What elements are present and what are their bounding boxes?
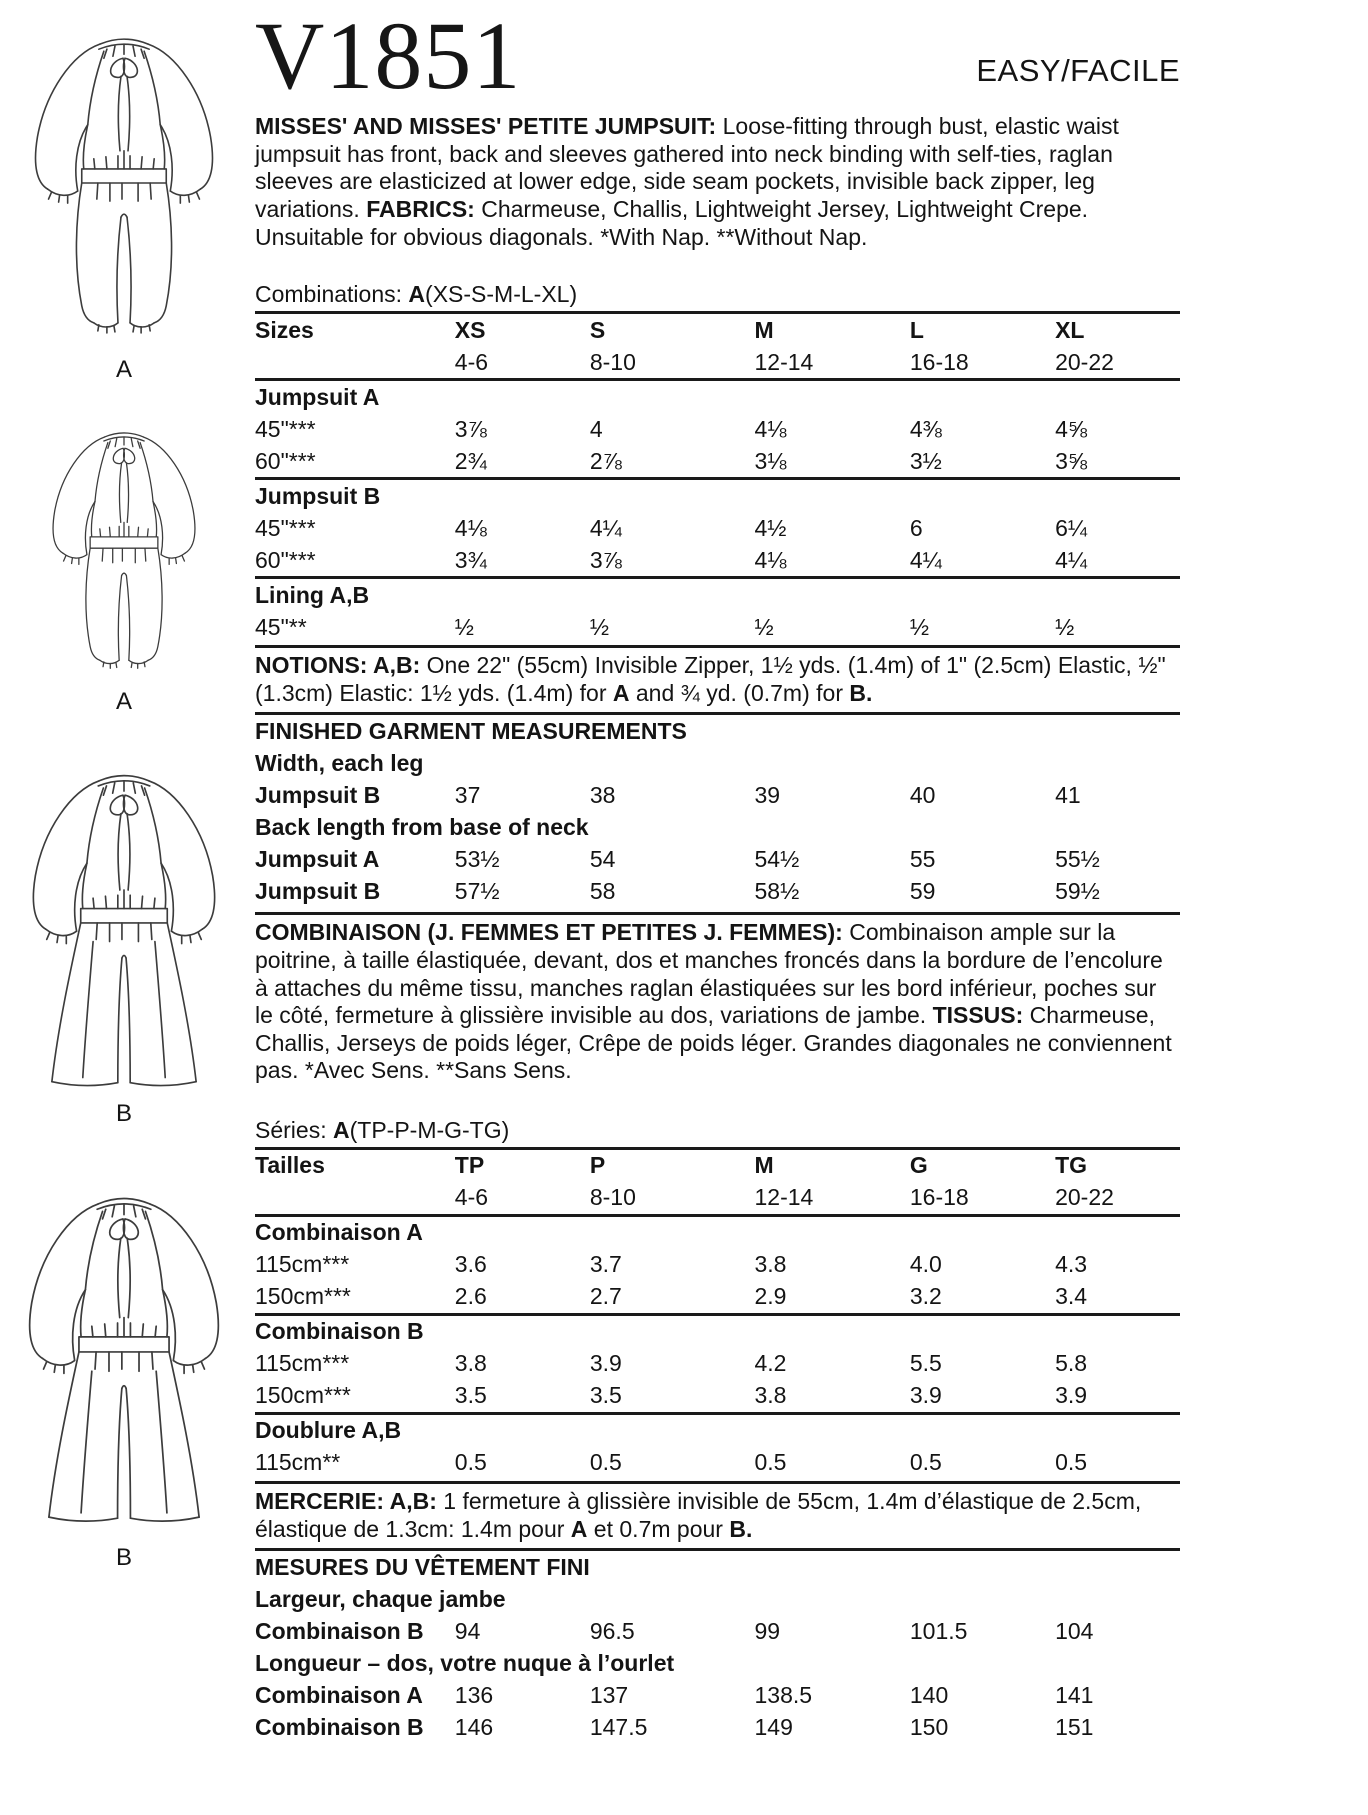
value-cell: 6¼	[1055, 514, 1088, 541]
fabrics-label: FABRICS:	[366, 195, 475, 222]
value-cell: ½	[754, 613, 774, 640]
value-cell: 136	[454, 1681, 494, 1708]
table-row	[255, 875, 1180, 907]
value-cell: 3.8	[754, 1251, 787, 1278]
group-label: Width, each leg	[255, 749, 424, 776]
title-row	[255, 2, 1180, 109]
row-label: 45"**	[255, 613, 307, 640]
pattern-number: V1851	[255, 2, 522, 109]
size-range: 8-10	[589, 1184, 636, 1211]
finished-measurements-table	[255, 712, 1180, 907]
value-cell: 146	[454, 1713, 494, 1740]
section-title: Combinaison A	[255, 1215, 1180, 1249]
value-cell: 3.5	[454, 1382, 487, 1409]
column-header: TG	[1055, 1152, 1088, 1179]
value-cell: 6	[909, 514, 923, 541]
section-title-row	[255, 1314, 1180, 1348]
size-range: 20-22	[1055, 348, 1114, 375]
value-cell: 0.5	[1055, 1449, 1088, 1476]
value-cell: 38	[589, 781, 616, 808]
row-label: 45"***	[255, 514, 316, 541]
value-cell: 2.9	[754, 1283, 787, 1310]
figure-column	[0, 0, 252, 1815]
value-cell: 104	[1055, 1617, 1094, 1644]
value-cell: 3.7	[589, 1251, 622, 1278]
table-header-row	[255, 1148, 1180, 1182]
table-row	[255, 779, 1180, 811]
figure-jumpsuit-b-2	[4, 1168, 244, 1572]
column-header: P	[589, 1152, 606, 1179]
table-row	[255, 1447, 1180, 1479]
value-cell: 4¼	[1055, 546, 1088, 573]
value-cell: 140	[909, 1681, 949, 1708]
row-label: 115cm***	[255, 1350, 350, 1377]
row-label: Combinaison A	[255, 1681, 423, 1708]
table-row	[255, 1380, 1180, 1414]
section-title-row	[255, 380, 1180, 414]
section-title: Doublure A,B	[255, 1413, 1180, 1447]
value-cell: 4⅛	[454, 514, 487, 541]
row-label: Jumpsuit B	[255, 781, 381, 808]
figure-label: A	[115, 688, 132, 715]
value-cell: 3.9	[589, 1350, 622, 1377]
row-label: 60"***	[255, 546, 316, 573]
value-cell: 58	[589, 877, 616, 904]
size-range: 12-14	[754, 1184, 814, 1211]
jumpsuit-b-line-drawing	[6, 754, 242, 1094]
value-cell: 53½	[454, 845, 500, 872]
size-range: 16-18	[909, 348, 969, 375]
figure-jumpsuit-a-2	[4, 416, 244, 716]
difficulty-label: EASY/FACILE	[976, 53, 1180, 89]
table-row	[255, 611, 1180, 643]
value-cell: 4.0	[909, 1251, 942, 1278]
value-cell: 3½	[909, 447, 942, 474]
value-cell: 59	[909, 877, 936, 904]
figure-label: B	[115, 1100, 132, 1127]
value-cell: 41	[1055, 781, 1081, 808]
value-cell: 4⅛	[754, 546, 787, 573]
value-cell: 150	[909, 1713, 949, 1740]
value-cell: 101.5	[909, 1617, 968, 1644]
section-heading: FINISHED GARMENT MEASUREMENTS	[255, 717, 687, 744]
column-header: Tailles	[255, 1152, 325, 1179]
group-label: Back length from base of neck	[255, 813, 589, 840]
column-header: L	[909, 316, 924, 343]
value-cell: 4.3	[1055, 1251, 1088, 1278]
french-description: COMBINAISON (J. FEMMES ET PETITES J. FEMMES): Combinaison ample sur la poitrine, à taille élastiquée, devant, dos et manches froncés dans la bordure de l’encolure à attaches du même tissu, manches raglan élastiquées sur les bord inférieur, poches sur le côté, fermeture à glissière invisible au dos, variations de jambe. TISSUS: Charmeuse, Challis, Jerseys de poids léger, Crêpe de poids léger. Grandes diagonales ne conviennent pas. *Avec Sens. **Sans Sens.	[255, 912, 1180, 1085]
value-cell: 58½	[754, 877, 800, 904]
value-cell: 147.5	[589, 1713, 648, 1740]
value-cell: 4¼	[589, 514, 622, 541]
figure-label: B	[115, 1544, 132, 1571]
value-cell: 96.5	[589, 1617, 635, 1644]
value-cell: 3.9	[1055, 1382, 1088, 1409]
value-cell: 3.9	[909, 1382, 942, 1409]
value-cell: 3.8	[754, 1382, 787, 1409]
group-label: Largeur, chaque jambe	[255, 1585, 506, 1612]
value-cell: 4½	[754, 514, 787, 541]
value-cell: 5.8	[1055, 1350, 1088, 1377]
table-row	[255, 1615, 1180, 1647]
table-row	[255, 1249, 1180, 1281]
section-title-row	[255, 1413, 1180, 1447]
value-cell: 3⅝	[1055, 447, 1088, 474]
table-row	[255, 1348, 1180, 1380]
value-cell: 54½	[754, 845, 800, 872]
value-cell: 37	[454, 781, 481, 808]
yardage-table-english	[255, 311, 1180, 643]
value-cell: 99	[754, 1617, 781, 1644]
combinations-line: Combinations: A(XS-S-M-L-XL)	[255, 281, 578, 308]
value-cell: 4⅜	[909, 415, 942, 442]
value-cell: 3.6	[454, 1251, 487, 1278]
value-cell: 3.4	[1055, 1283, 1088, 1310]
section-title: Jumpsuit A	[255, 380, 1180, 414]
section-title: Jumpsuit B	[255, 479, 1180, 513]
english-description-lead: MISSES' AND MISSES' PETITE JUMPSUIT:	[255, 113, 717, 140]
row-label: Combinaison B	[255, 1617, 424, 1644]
column-header: TP	[454, 1152, 485, 1179]
row-label: 150cm***	[255, 1382, 351, 1409]
size-range-row	[255, 1182, 1180, 1216]
row-label: Jumpsuit A	[255, 845, 380, 872]
value-cell: 5.5	[909, 1350, 942, 1377]
group-label: Longueur – dos, votre nuque à l’ourlet	[255, 1649, 675, 1676]
row-label: 115cm**	[255, 1449, 341, 1476]
figure-label: A	[115, 356, 132, 383]
content-column	[255, 0, 1180, 1743]
value-cell: 151	[1055, 1713, 1094, 1740]
table-row	[255, 445, 1180, 479]
value-cell: 3¾	[454, 546, 487, 573]
mesures-table	[255, 1548, 1180, 1743]
value-cell: 55	[909, 845, 936, 872]
column-header: M	[754, 1152, 774, 1179]
mercerie-paragraph: MERCERIE: A,B: 1 fermeture à glissière invisible de 55cm, 1.4m d’élastique de 2.5cm, élastique de 1.3cm: 1.4m pour A et 0.7m pour B.	[255, 1481, 1180, 1543]
size-range: 4-6	[454, 1184, 489, 1211]
value-cell: 55½	[1055, 845, 1100, 872]
figure-jumpsuit-a-1	[4, 18, 244, 384]
row-label: 45"***	[255, 415, 316, 442]
table-row	[255, 413, 1180, 445]
value-cell: ½	[909, 613, 930, 640]
table-row	[255, 544, 1180, 578]
value-cell: 2.7	[589, 1283, 622, 1310]
column-header: XL	[1055, 316, 1085, 343]
size-range-row	[255, 346, 1180, 380]
table-row	[255, 1281, 1180, 1315]
value-cell: 3.8	[454, 1350, 487, 1377]
table-row	[255, 512, 1180, 544]
value-cell: 57½	[454, 877, 500, 904]
value-cell: 3⅛	[754, 447, 787, 474]
column-header: XS	[454, 316, 486, 343]
section-title-row	[255, 479, 1180, 513]
table-row	[255, 1711, 1180, 1743]
value-cell: 137	[589, 1681, 629, 1708]
column-header: S	[589, 316, 606, 343]
value-cell: 0.5	[754, 1449, 787, 1476]
tissus-label: TISSUS:	[932, 1002, 1024, 1029]
value-cell: ½	[589, 613, 610, 640]
jumpsuit-b-line-drawing	[6, 1168, 242, 1538]
value-cell: 3.2	[909, 1283, 942, 1310]
size-range: 8-10	[589, 348, 636, 375]
value-cell: 3.5	[589, 1382, 622, 1409]
value-cell: 2¾	[454, 447, 487, 474]
jumpsuit-a-line-drawing	[16, 416, 232, 682]
figure-jumpsuit-b-1	[4, 754, 244, 1128]
column-header: G	[909, 1152, 928, 1179]
value-cell: 59½	[1055, 877, 1100, 904]
value-cell: 0.5	[589, 1449, 622, 1476]
row-label: 150cm***	[255, 1283, 351, 1310]
value-cell: 2⅞	[589, 447, 622, 474]
row-label: Combinaison B	[255, 1713, 424, 1740]
row-label: 60"***	[255, 447, 316, 474]
section-heading: MESURES DU VÊTEMENT FINI	[255, 1553, 590, 1580]
value-cell: 40	[909, 781, 936, 808]
value-cell: 4¼	[909, 546, 942, 573]
value-cell: ½	[454, 613, 474, 640]
row-label: Jumpsuit B	[255, 877, 381, 904]
size-range: 4-6	[454, 348, 489, 375]
value-cell: 0.5	[909, 1449, 942, 1476]
value-cell: 3⅞	[454, 415, 487, 442]
table-header-row	[255, 313, 1180, 347]
english-description: MISSES' AND MISSES' PETITE JUMPSUIT: Loose-fitting through bust, elastic waist jumpsuit has front, back and sleeves gathered into neck binding with self-ties, raglan sleeves are elasticized at lower edge, side seam pockets, invisible back zipper, leg variations. FABRICS: Charmeuse, Challis, Lightweight Jersey, Lightweight Crepe. Unsuitable for obvious diagonals. *With Nap. **Without Nap.	[255, 113, 1119, 250]
value-cell: 0.5	[454, 1449, 487, 1476]
size-range: 20-22	[1055, 1184, 1114, 1211]
section-title-row	[255, 578, 1180, 612]
value-cell: 94	[454, 1617, 481, 1644]
value-cell: 4	[589, 415, 603, 442]
value-cell: 4⅝	[1055, 415, 1088, 442]
size-range: 12-14	[754, 348, 814, 375]
table-row	[255, 843, 1180, 875]
value-cell: 3⅞	[589, 546, 622, 573]
table-row	[255, 1679, 1180, 1711]
series-line: Séries: A(TP-P-M-G-TG)	[255, 1116, 510, 1143]
value-cell: ½	[1055, 613, 1075, 640]
section-title: Lining A,B	[255, 578, 1180, 612]
size-range: 16-18	[909, 1184, 969, 1211]
value-cell: 4⅛	[754, 415, 787, 442]
yardage-table-french	[255, 1147, 1180, 1479]
value-cell: 4.2	[754, 1350, 787, 1377]
jumpsuit-a-line-drawing	[6, 18, 242, 350]
value-cell: 141	[1055, 1681, 1094, 1708]
row-label: 115cm***	[255, 1251, 350, 1278]
value-cell: 149	[754, 1713, 793, 1740]
value-cell: 138.5	[754, 1681, 813, 1708]
column-header: Sizes	[255, 316, 314, 343]
section-title-row	[255, 1215, 1180, 1249]
value-cell: 2.6	[454, 1283, 487, 1310]
notions-paragraph: NOTIONS: A,B: One 22" (55cm) Invisible Zipper, 1½ yds. (1.4m) of 1" (2.5cm) Elastic, ½" (1.3cm) Elastic: 1½ yds. (1.4m) for A and ¾ yd. (0.7m) for B.	[255, 645, 1180, 707]
section-title: Combinaison B	[255, 1314, 1180, 1348]
column-header: M	[754, 316, 774, 343]
french-description-lead: COMBINAISON (J. FEMMES ET PETITES J. FEMMES):	[255, 919, 843, 946]
value-cell: 39	[754, 781, 781, 808]
value-cell: 54	[589, 845, 616, 872]
